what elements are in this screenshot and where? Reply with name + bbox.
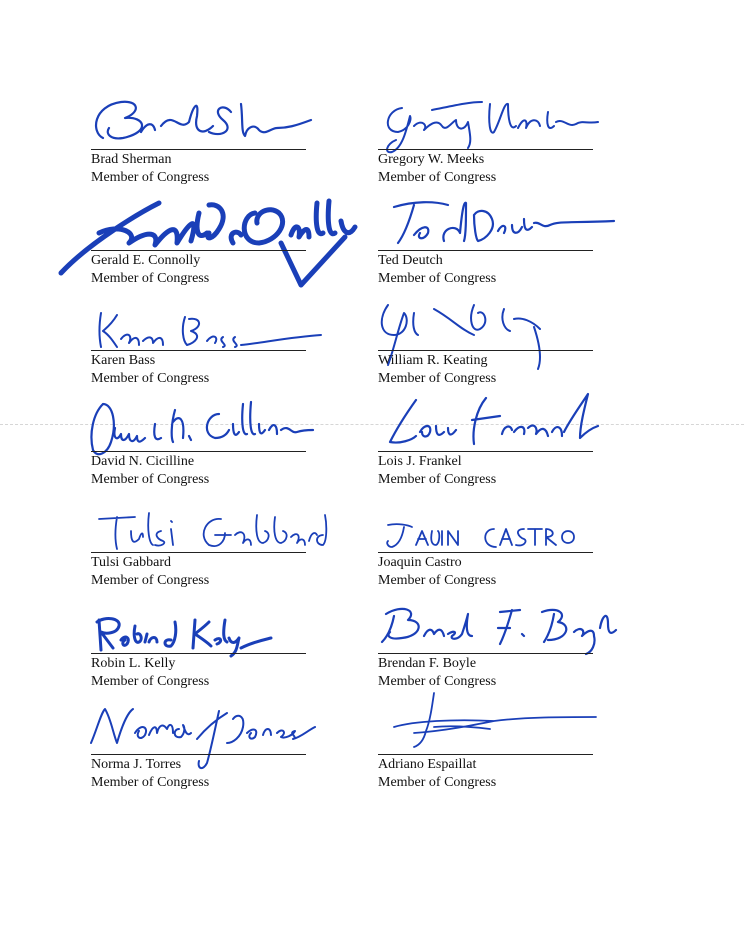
signatory-title: Member of Congress bbox=[91, 271, 210, 286]
signature-line bbox=[378, 552, 593, 553]
signature-block-gerald-connolly bbox=[91, 203, 306, 293]
signature-line bbox=[91, 653, 306, 654]
signature-line bbox=[378, 350, 593, 351]
signature-line bbox=[378, 451, 593, 452]
signature-robin-kelly bbox=[91, 612, 281, 658]
signatory-name: David N. Cicilline bbox=[91, 454, 195, 469]
signatory-title: Member of Congress bbox=[91, 674, 210, 689]
signature-block-robin-kelly bbox=[91, 606, 306, 696]
signature-brendan-boyle bbox=[372, 600, 622, 660]
signatory-name: Gerald E. Connolly bbox=[91, 253, 201, 268]
signature-line bbox=[91, 250, 306, 251]
signature-adriano-espaillat bbox=[374, 687, 614, 757]
signatory-title: Member of Congress bbox=[91, 371, 210, 386]
signature-line bbox=[378, 149, 593, 150]
signature-block-brad-sherman bbox=[91, 102, 306, 192]
signatory-title: Member of Congress bbox=[378, 170, 497, 185]
signature-tulsi-gabbard bbox=[91, 505, 331, 555]
signatory-name: Lois J. Frankel bbox=[378, 454, 462, 469]
signatory-name: Brad Sherman bbox=[91, 152, 172, 167]
signature-block-tulsi-gabbard bbox=[91, 505, 306, 595]
signatory-name: Karen Bass bbox=[91, 353, 156, 368]
signature-block-norma-torres bbox=[91, 707, 306, 797]
signature-brad-sherman bbox=[81, 92, 321, 152]
signature-line bbox=[378, 754, 593, 755]
signature-block-brendan-boyle bbox=[378, 606, 593, 696]
signatory-name: Adriano Espaillat bbox=[378, 757, 477, 772]
signature-line bbox=[91, 754, 306, 755]
signature-line bbox=[91, 149, 306, 150]
signature-line bbox=[378, 250, 593, 251]
signature-block-adriano-espaillat bbox=[378, 707, 593, 797]
signature-line bbox=[378, 653, 593, 654]
signatory-title: Member of Congress bbox=[91, 775, 210, 790]
signature-line bbox=[91, 451, 306, 452]
signatory-title: Member of Congress bbox=[378, 775, 497, 790]
signatory-title: Member of Congress bbox=[378, 371, 497, 386]
signatory-name: Ted Deutch bbox=[378, 253, 443, 268]
signatory-title: Member of Congress bbox=[91, 573, 210, 588]
signatory-title: Member of Congress bbox=[91, 170, 210, 185]
signature-block-karen-bass bbox=[91, 303, 306, 393]
signatory-title: Member of Congress bbox=[378, 472, 497, 487]
signature-lois-frankel bbox=[376, 390, 616, 460]
signature-line bbox=[91, 552, 306, 553]
signature-line bbox=[91, 350, 306, 351]
signature-block-david-cicilline bbox=[91, 404, 306, 494]
signature-block-lois-frankel bbox=[378, 404, 593, 494]
signatory-title: Member of Congress bbox=[378, 271, 497, 286]
signatory-title: Member of Congress bbox=[378, 674, 497, 689]
signatory-name: Robin L. Kelly bbox=[91, 656, 176, 671]
signature-block-ted-deutch bbox=[378, 203, 593, 293]
signatory-name: Norma J. Torres bbox=[91, 757, 182, 772]
signatory-name: Joaquin Castro bbox=[378, 555, 462, 570]
signatory-name: Gregory W. Meeks bbox=[378, 152, 485, 167]
signatory-name: Brendan F. Boyle bbox=[378, 656, 477, 671]
signature-block-gregory-meeks bbox=[378, 102, 593, 192]
signatory-title: Member of Congress bbox=[378, 573, 497, 588]
signature-block-william-keating bbox=[378, 303, 593, 393]
signature-ted-deutch bbox=[374, 195, 624, 255]
signatory-name: William R. Keating bbox=[378, 353, 488, 368]
signatory-name: Tulsi Gabbard bbox=[91, 555, 171, 570]
signature-block-joaquin-castro bbox=[378, 505, 593, 595]
signatory-title: Member of Congress bbox=[91, 472, 210, 487]
